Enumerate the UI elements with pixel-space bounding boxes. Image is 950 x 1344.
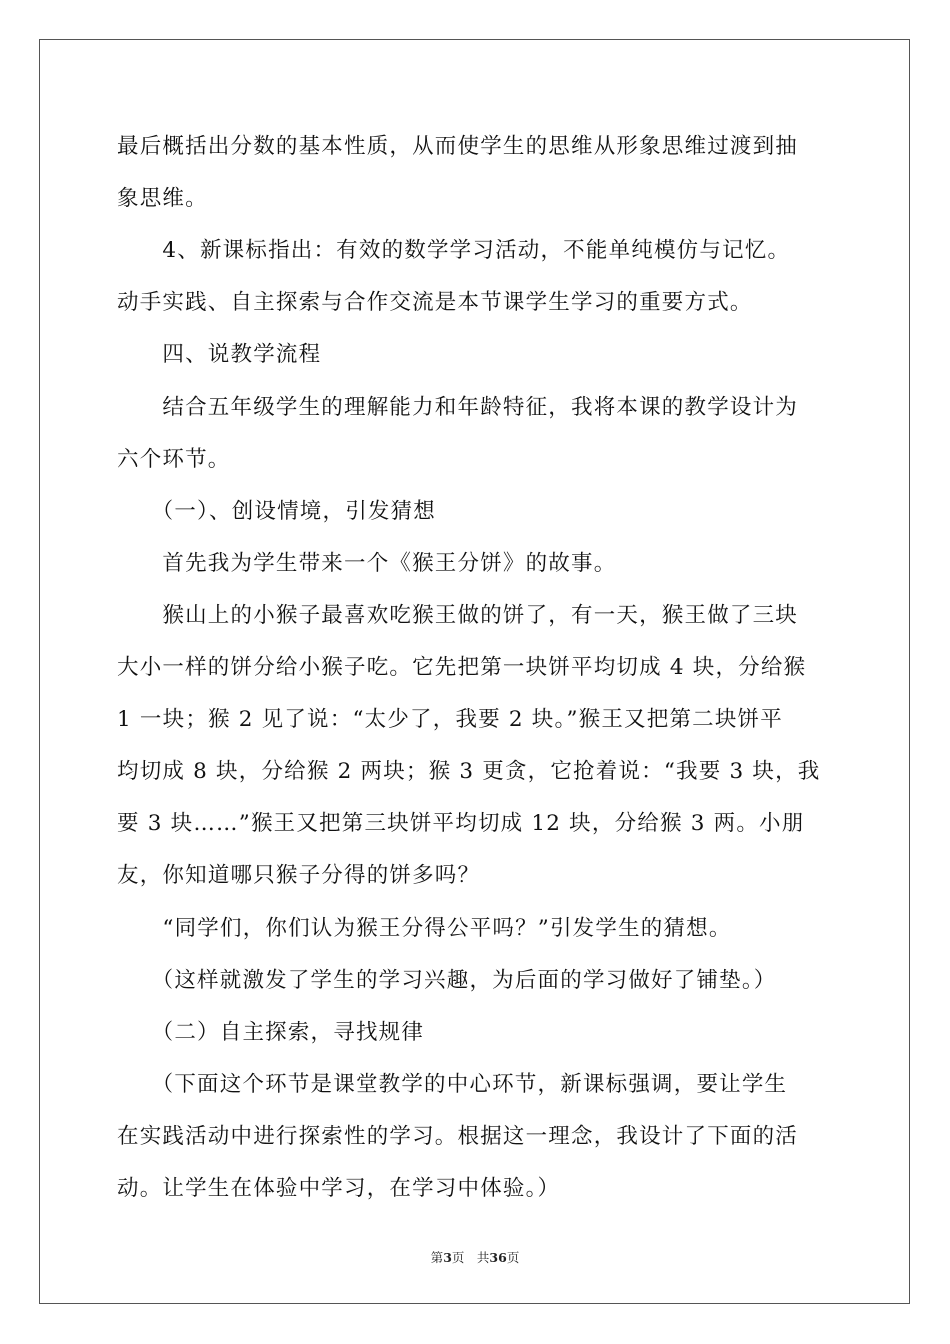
text-line: （下面这个环节是课堂教学的中心环节，新课标强调，要让学生	[117, 1072, 788, 1097]
text-line: 在实践活动中进行探索性的学习。根据这一理念，我设计了下面的活	[117, 1124, 799, 1149]
footer-suffix: 页	[506, 1250, 520, 1265]
text-line: 猴山上的小猴子最喜欢吃猴王做的饼了，有一天，猴王做了三块	[117, 603, 799, 628]
text-line: 1 一块；猴 2 见了说：“太少了，我要 2 块。”猴王又把第二块饼平	[117, 707, 783, 732]
text-line: 首先我为学生带来一个《猴王分饼》的故事。	[117, 551, 617, 576]
section-heading: 四、说教学流程	[117, 342, 322, 367]
text-line: 最后概括出分数的基本性质，从而使学生的思维从形象思维过渡到抽	[117, 134, 799, 159]
page-footer	[0, 1250, 950, 1266]
text-line: 大小一样的饼分给小猴子吃。它先把第一块饼平均切成 4 块，分给猴	[117, 655, 807, 680]
footer-prefix: 第	[430, 1250, 444, 1265]
text-line: 六个环节。	[117, 447, 231, 472]
text-line: （这样就激发了学生的学习兴趣，为后面的学习做好了铺垫。）	[117, 968, 777, 993]
text-line: 动。让学生在体验中学习，在学习中体验。）	[117, 1176, 561, 1201]
text-line: 要 3 块……”猴王又把第三块饼平均切成 12 块，分给猴 3 两。小朋	[117, 811, 805, 836]
subsection-heading: （二）自主探索，寻找规律	[117, 1020, 425, 1045]
text-line: 4、新课标指出：有效的数学学习活动，不能单纯模仿与记忆。	[117, 238, 791, 263]
text-line: “同学们，你们认为猴王分得公平吗？”引发学生的猜想。	[117, 916, 732, 941]
text-line: 友，你知道哪只猴子分得的饼多吗？	[117, 863, 481, 888]
total-page-count: 36	[489, 1250, 507, 1265]
footer-middle: 页 共	[451, 1250, 490, 1265]
text-line: 结合五年级学生的理解能力和年龄特征，我将本课的教学设计为	[117, 395, 799, 420]
text-line: 象思维。	[117, 186, 208, 211]
text-line: 动手实践、自主探索与合作交流是本节课学生学习的重要方式。	[117, 290, 753, 315]
current-page-number: 3	[443, 1250, 452, 1265]
text-line: 均切成 8 块，分给猴 2 两块；猴 3 更贪，它抢着说：“我要 3 块，我	[117, 759, 821, 784]
subsection-heading: （一）、创设情境，引发猜想	[117, 499, 437, 524]
